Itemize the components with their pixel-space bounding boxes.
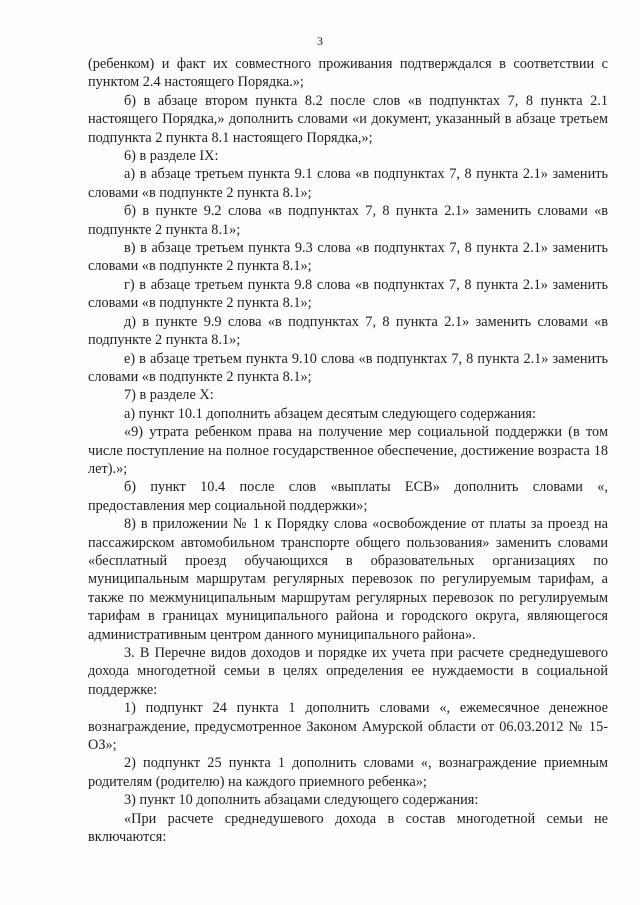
- paragraph-p13: б) пункт 10.4 после слов «выплаты ЕСВ» дополнить словами «, предоставления мер социальной поддержки»;: [88, 479, 608, 514]
- document-body: [88, 55, 608, 846]
- paragraph-p06: в) в абзаце третьем пункта 9.3 слова «в подпунктах 7, 8 пункта 2.1» заменить словами «в подпункте 2 пункта 8.1»;: [88, 240, 608, 275]
- paragraph-p01: (ребенком) и факт их совместного проживания подтверждался в соответствии с пунктом 2.4 настоящего Порядка.»;: [88, 56, 608, 91]
- paragraph-p11: а) пункт 10.1 дополнить абзацем десятым следующего содержания:: [124, 405, 536, 422]
- paragraph-p16: 1) подпункт 24 пункта 1 дополнить словами «, ежемесячное денежное вознаграждение, предусмотренное Законом Амурской области от 06.03.2012 № 15-ОЗ»;: [88, 700, 608, 754]
- paragraph-p15: 3. В Перечне видов доходов и порядке их учета при расчете среднедушевого дохода многодетной семьи в целях определения ее нуждаемости в социальной поддержке:: [88, 645, 608, 698]
- paragraph-p09: е) в абзаце третьем пункта 9.10 слова «в подпунктах 7, 8 пункта 2.1» заменить словами «в подпункте 2 пункта 8.1»;: [88, 350, 608, 385]
- paragraph-p14: 8) в приложении № 1 к Порядку слова «освобождение от платы за проезд на пассажирском автомобильном транспорте общего пользования» заменить словами «бесплатный проезд обучающихся в образовательных организациях по муниципальным маршрутам регулярных перевозок по регулируемым тарифам, а также по межмуниципальным маршрутам регулярных перевозок по регулируемым тарифам в границах муниципального района и городского округа, являющегося административным центром данного муниципального района».: [88, 516, 608, 643]
- paragraph-p08: д) в пункте 9.9 слова «в подпунктах 7, 8 пункта 2.1» заменить словами «в подпункте 2 пункта 8.1»;: [88, 313, 608, 349]
- paragraph-p07: г) в абзаце третьем пункта 9.8 слова «в подпунктах 7, 8 пункта 2.1» заменить словами «в подпункте 2 пункта 8.1»;: [88, 276, 608, 312]
- paragraph-p19: «При расчете среднедушевого дохода в состав многодетной семьи не включаются:: [88, 810, 608, 846]
- paragraph-p17: 2) подпункт 25 пункта 1 дополнить словами «, вознаграждение приемным родителям (родителю) на каждого приемного ребенка»;: [88, 755, 608, 790]
- paragraph-p04: а) в абзаце третьем пункта 9.1 слова «в подпунктах 7, 8 пункта 2.1» заменить словами «в подпункте 2 пункта 8.1»;: [88, 166, 608, 201]
- paragraph-p03: 6) в разделе IX:: [124, 148, 219, 165]
- paragraph-p05: б) в пункте 9.2 слова «в подпунктах 7, 8 пункта 2.1» заменить словами «в подпункте 2 пункта 8.1»;: [88, 203, 608, 238]
- paragraph-p10: 7) в разделе X:: [124, 387, 214, 404]
- paragraph-p18: 3) пункт 10 дополнить абзацами следующего содержания:: [124, 792, 479, 809]
- page-number: 3: [317, 34, 323, 48]
- paragraph-p02: б) в абзаце втором пункта 8.2 после слов «в подпунктах 7, 8 пункта 2.1 настоящего Порядка,» дополнить словами «и документ, указанный в абзаце третьем подпункта 2 пункта 8.1 настоящего Порядка,»;: [88, 92, 608, 146]
- paragraph-p12: «9) утрата ребенком права на получение мер социальной поддержки (в том числе поступление на полное государственное обеспечение, достижение возраста 18 лет).»;: [88, 424, 608, 477]
